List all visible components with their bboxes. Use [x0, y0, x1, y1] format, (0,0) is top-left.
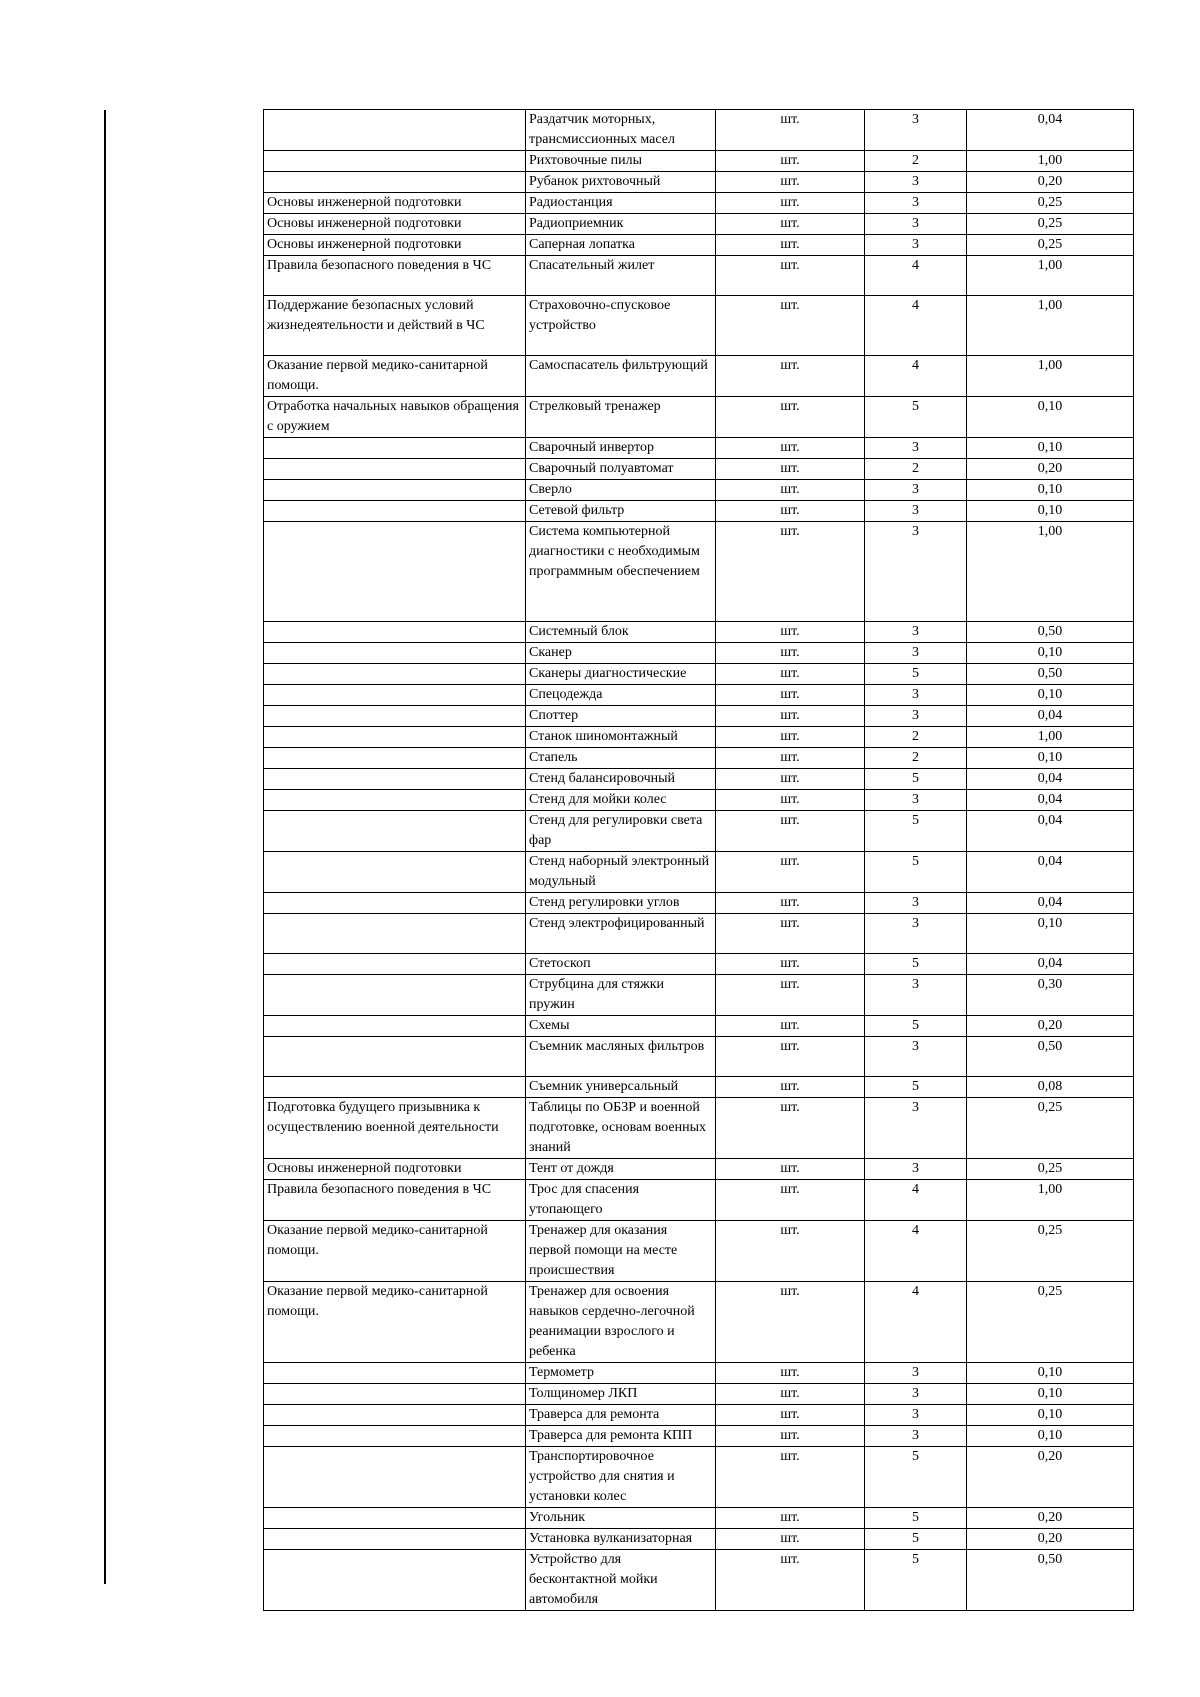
- table-row: [264, 256, 1134, 296]
- table-row: [264, 852, 1134, 893]
- table-row: [264, 706, 1134, 727]
- table-row: [264, 1180, 1134, 1221]
- table-row: [264, 397, 1134, 438]
- coefficient-cell: 0,25: [967, 1282, 1134, 1363]
- quantity-cell: 5: [865, 397, 967, 438]
- equipment-name-cell: Споттер: [526, 706, 716, 727]
- unit-cell: шт.: [716, 893, 865, 914]
- equipment-name-cell: Сварочный инвертор: [526, 438, 716, 459]
- quantity-cell: 3: [865, 893, 967, 914]
- equipment-name-cell: Угольник: [526, 1508, 716, 1529]
- table-row: [264, 356, 1134, 397]
- unit-cell: шт.: [716, 193, 865, 214]
- subject-cell: [264, 790, 526, 811]
- table-row: [264, 1077, 1134, 1098]
- subject-cell: [264, 643, 526, 664]
- subject-cell: [264, 727, 526, 748]
- subject-cell: Поддержание безопасных условий жизнедеятельности и действий в ЧС: [264, 296, 526, 356]
- unit-cell: шт.: [716, 235, 865, 256]
- coefficient-cell: 1,00: [967, 727, 1134, 748]
- quantity-cell: 3: [865, 501, 967, 522]
- table-row: [264, 811, 1134, 852]
- table-row: [264, 622, 1134, 643]
- table-row: [264, 172, 1134, 193]
- table-row: [264, 1282, 1134, 1363]
- quantity-cell: 3: [865, 214, 967, 235]
- equipment-name-cell: Рихтовочные пилы: [526, 151, 716, 172]
- coefficient-cell: 0,10: [967, 480, 1134, 501]
- subject-cell: Основы инженерной подготовки: [264, 193, 526, 214]
- quantity-cell: 3: [865, 643, 967, 664]
- coefficient-cell: 0,25: [967, 235, 1134, 256]
- equipment-name-cell: Спасательный жилет: [526, 256, 716, 296]
- table-row: [264, 235, 1134, 256]
- subject-cell: [264, 1426, 526, 1447]
- quantity-cell: 3: [865, 235, 967, 256]
- quantity-cell: 4: [865, 296, 967, 356]
- unit-cell: шт.: [716, 256, 865, 296]
- unit-cell: шт.: [716, 501, 865, 522]
- equipment-name-cell: Стенд электрофицированный: [526, 914, 716, 954]
- equipment-name-cell: Страховочно-спусковое устройство: [526, 296, 716, 356]
- coefficient-cell: 0,10: [967, 1384, 1134, 1405]
- subject-cell: Оказание первой медико-санитарной помощи.: [264, 1221, 526, 1282]
- coefficient-cell: 0,10: [967, 748, 1134, 769]
- unit-cell: шт.: [716, 151, 865, 172]
- coefficient-cell: 1,00: [967, 151, 1134, 172]
- coefficient-cell: 0,04: [967, 110, 1134, 151]
- table-row: [264, 954, 1134, 975]
- equipment-name-cell: Сканеры диагностические: [526, 664, 716, 685]
- subject-cell: [264, 110, 526, 151]
- coefficient-cell: 0,25: [967, 1221, 1134, 1282]
- equipment-name-cell: Транспортировочное устройство для снятия и установки колес: [526, 1447, 716, 1508]
- table-row: [264, 975, 1134, 1016]
- left-margin-rule: [104, 110, 106, 1584]
- equipment-name-cell: Стенд для регулировки света фар: [526, 811, 716, 852]
- subject-cell: [264, 1508, 526, 1529]
- quantity-cell: 4: [865, 1180, 967, 1221]
- subject-cell: [264, 172, 526, 193]
- quantity-cell: 3: [865, 172, 967, 193]
- coefficient-cell: 0,50: [967, 1037, 1134, 1077]
- unit-cell: шт.: [716, 1508, 865, 1529]
- coefficient-cell: 0,04: [967, 852, 1134, 893]
- table-row: [264, 1550, 1134, 1611]
- unit-cell: шт.: [716, 769, 865, 790]
- quantity-cell: 3: [865, 706, 967, 727]
- subject-cell: Подготовка будущего призывника к осуществлению военной деятельности: [264, 1098, 526, 1159]
- coefficient-cell: 0,04: [967, 893, 1134, 914]
- unit-cell: шт.: [716, 975, 865, 1016]
- equipment-name-cell: Установка вулканизаторная: [526, 1529, 716, 1550]
- coefficient-cell: 0,25: [967, 193, 1134, 214]
- subject-cell: [264, 1363, 526, 1384]
- table-row: [264, 296, 1134, 356]
- unit-cell: шт.: [716, 356, 865, 397]
- unit-cell: шт.: [716, 459, 865, 480]
- coefficient-cell: 0,04: [967, 769, 1134, 790]
- table-row: [264, 790, 1134, 811]
- equipment-name-cell: Съемник универсальный: [526, 1077, 716, 1098]
- quantity-cell: 2: [865, 459, 967, 480]
- unit-cell: шт.: [716, 622, 865, 643]
- quantity-cell: 3: [865, 1405, 967, 1426]
- table-row: [264, 914, 1134, 954]
- table-row: [264, 1221, 1134, 1282]
- coefficient-cell: 0,25: [967, 1159, 1134, 1180]
- quantity-cell: 3: [865, 622, 967, 643]
- subject-cell: [264, 954, 526, 975]
- unit-cell: шт.: [716, 706, 865, 727]
- unit-cell: шт.: [716, 914, 865, 954]
- unit-cell: шт.: [716, 522, 865, 622]
- equipment-name-cell: Стенд для мойки колес: [526, 790, 716, 811]
- quantity-cell: 3: [865, 790, 967, 811]
- quantity-cell: 5: [865, 769, 967, 790]
- quantity-cell: 3: [865, 193, 967, 214]
- equipment-name-cell: Тренажер для освоения навыков сердечно-легочной реанимации взрослого и ребенка: [526, 1282, 716, 1363]
- coefficient-cell: 1,00: [967, 256, 1134, 296]
- unit-cell: шт.: [716, 1447, 865, 1508]
- subject-cell: [264, 1550, 526, 1611]
- table-row: [264, 685, 1134, 706]
- unit-cell: шт.: [716, 1282, 865, 1363]
- coefficient-cell: 0,10: [967, 438, 1134, 459]
- equipment-name-cell: Стенд балансировочный: [526, 769, 716, 790]
- unit-cell: шт.: [716, 1221, 865, 1282]
- unit-cell: шт.: [716, 643, 865, 664]
- coefficient-cell: 0,20: [967, 459, 1134, 480]
- equipment-name-cell: Рубанок рихтовочный: [526, 172, 716, 193]
- equipment-name-cell: Схемы: [526, 1016, 716, 1037]
- subject-cell: Основы инженерной подготовки: [264, 1159, 526, 1180]
- quantity-cell: 3: [865, 975, 967, 1016]
- equipment-name-cell: Траверса для ремонта: [526, 1405, 716, 1426]
- equipment-name-cell: Тент от дождя: [526, 1159, 716, 1180]
- equipment-name-cell: Сканер: [526, 643, 716, 664]
- coefficient-cell: 0,20: [967, 1016, 1134, 1037]
- subject-cell: [264, 438, 526, 459]
- unit-cell: шт.: [716, 1016, 865, 1037]
- equipment-table: [263, 109, 1134, 1611]
- subject-cell: [264, 1037, 526, 1077]
- quantity-cell: 3: [865, 914, 967, 954]
- coefficient-cell: 0,50: [967, 664, 1134, 685]
- coefficient-cell: 0,25: [967, 1098, 1134, 1159]
- subject-cell: [264, 706, 526, 727]
- coefficient-cell: 0,04: [967, 954, 1134, 975]
- unit-cell: шт.: [716, 1405, 865, 1426]
- quantity-cell: 5: [865, 1016, 967, 1037]
- quantity-cell: 3: [865, 480, 967, 501]
- equipment-name-cell: Сварочный полуавтомат: [526, 459, 716, 480]
- coefficient-cell: 0,04: [967, 706, 1134, 727]
- coefficient-cell: 0,50: [967, 1550, 1134, 1611]
- quantity-cell: 5: [865, 1529, 967, 1550]
- quantity-cell: 5: [865, 852, 967, 893]
- quantity-cell: 2: [865, 727, 967, 748]
- unit-cell: шт.: [716, 1098, 865, 1159]
- quantity-cell: 5: [865, 1550, 967, 1611]
- coefficient-cell: 0,30: [967, 975, 1134, 1016]
- unit-cell: шт.: [716, 172, 865, 193]
- equipment-name-cell: Устройство для бесконтактной мойки автомобиля: [526, 1550, 716, 1611]
- subject-cell: [264, 893, 526, 914]
- table-row: [264, 1508, 1134, 1529]
- equipment-name-cell: Тренажер для оказания первой помощи на месте происшествия: [526, 1221, 716, 1282]
- coefficient-cell: 0,20: [967, 1529, 1134, 1550]
- equipment-name-cell: Станок шиномонтажный: [526, 727, 716, 748]
- table-row: [264, 1037, 1134, 1077]
- subject-cell: Оказание первой медико-санитарной помощи.: [264, 356, 526, 397]
- unit-cell: шт.: [716, 748, 865, 769]
- equipment-name-cell: Спецодежда: [526, 685, 716, 706]
- quantity-cell: 3: [865, 1363, 967, 1384]
- quantity-cell: 5: [865, 811, 967, 852]
- subject-cell: [264, 685, 526, 706]
- subject-cell: [264, 501, 526, 522]
- unit-cell: шт.: [716, 1426, 865, 1447]
- table-row: [264, 727, 1134, 748]
- subject-cell: Основы инженерной подготовки: [264, 214, 526, 235]
- table-row: [264, 501, 1134, 522]
- unit-cell: шт.: [716, 1529, 865, 1550]
- quantity-cell: 3: [865, 1098, 967, 1159]
- subject-cell: Основы инженерной подготовки: [264, 235, 526, 256]
- quantity-cell: 5: [865, 1508, 967, 1529]
- unit-cell: шт.: [716, 1384, 865, 1405]
- quantity-cell: 5: [865, 954, 967, 975]
- table-row: [264, 1159, 1134, 1180]
- subject-cell: [264, 1405, 526, 1426]
- quantity-cell: 3: [865, 1037, 967, 1077]
- table-row: [264, 522, 1134, 622]
- table-row: [264, 893, 1134, 914]
- table-row: [264, 459, 1134, 480]
- subject-cell: [264, 522, 526, 622]
- coefficient-cell: 0,08: [967, 1077, 1134, 1098]
- quantity-cell: 2: [865, 151, 967, 172]
- equipment-name-cell: Саперная лопатка: [526, 235, 716, 256]
- coefficient-cell: 1,00: [967, 296, 1134, 356]
- table-row: [264, 1529, 1134, 1550]
- equipment-name-cell: Трос для спасения утопающего: [526, 1180, 716, 1221]
- table-row: [264, 1447, 1134, 1508]
- equipment-name-cell: Съемник масляных фильтров: [526, 1037, 716, 1077]
- equipment-name-cell: Стапель: [526, 748, 716, 769]
- quantity-cell: 3: [865, 438, 967, 459]
- unit-cell: шт.: [716, 296, 865, 356]
- quantity-cell: 3: [865, 1426, 967, 1447]
- subject-cell: [264, 1447, 526, 1508]
- equipment-name-cell: Таблицы по ОБЗР и военной подготовке, основам военных знаний: [526, 1098, 716, 1159]
- equipment-name-cell: Струбцина для стяжки пружин: [526, 975, 716, 1016]
- coefficient-cell: 0,10: [967, 643, 1134, 664]
- quantity-cell: 4: [865, 356, 967, 397]
- unit-cell: шт.: [716, 954, 865, 975]
- table-row: [264, 193, 1134, 214]
- table-row: [264, 1098, 1134, 1159]
- table-row: [264, 151, 1134, 172]
- table-row: [264, 438, 1134, 459]
- subject-cell: [264, 151, 526, 172]
- subject-cell: [264, 1077, 526, 1098]
- coefficient-cell: 0,20: [967, 1508, 1134, 1529]
- subject-cell: Правила безопасного поведения в ЧС: [264, 256, 526, 296]
- table-row: [264, 214, 1134, 235]
- subject-cell: [264, 664, 526, 685]
- subject-cell: Отработка начальных навыков обращения с оружием: [264, 397, 526, 438]
- table-row: [264, 769, 1134, 790]
- equipment-name-cell: Стенд регулировки углов: [526, 893, 716, 914]
- equipment-table-body: [264, 110, 1134, 1611]
- table-row: [264, 110, 1134, 151]
- quantity-cell: 5: [865, 1447, 967, 1508]
- subject-cell: [264, 1529, 526, 1550]
- equipment-name-cell: Стрелковый тренажер: [526, 397, 716, 438]
- unit-cell: шт.: [716, 852, 865, 893]
- table-row: [264, 1384, 1134, 1405]
- coefficient-cell: 1,00: [967, 522, 1134, 622]
- unit-cell: шт.: [716, 811, 865, 852]
- coefficient-cell: 1,00: [967, 356, 1134, 397]
- quantity-cell: 4: [865, 1221, 967, 1282]
- quantity-cell: 5: [865, 664, 967, 685]
- unit-cell: шт.: [716, 1077, 865, 1098]
- subject-cell: [264, 459, 526, 480]
- unit-cell: шт.: [716, 685, 865, 706]
- unit-cell: шт.: [716, 790, 865, 811]
- subject-cell: [264, 748, 526, 769]
- unit-cell: шт.: [716, 1159, 865, 1180]
- unit-cell: шт.: [716, 1363, 865, 1384]
- equipment-name-cell: Стенд наборный электронный модульный: [526, 852, 716, 893]
- equipment-name-cell: Траверса для ремонта КПП: [526, 1426, 716, 1447]
- subject-cell: [264, 852, 526, 893]
- quantity-cell: 3: [865, 522, 967, 622]
- equipment-name-cell: Сетевой фильтр: [526, 501, 716, 522]
- quantity-cell: 3: [865, 1384, 967, 1405]
- unit-cell: шт.: [716, 727, 865, 748]
- equipment-name-cell: Стетоскоп: [526, 954, 716, 975]
- table-row: [264, 1016, 1134, 1037]
- quantity-cell: 4: [865, 256, 967, 296]
- subject-cell: [264, 769, 526, 790]
- coefficient-cell: 0,10: [967, 914, 1134, 954]
- quantity-cell: 4: [865, 1282, 967, 1363]
- coefficient-cell: 0,10: [967, 397, 1134, 438]
- quantity-cell: 3: [865, 110, 967, 151]
- quantity-cell: 3: [865, 685, 967, 706]
- coefficient-cell: 0,10: [967, 501, 1134, 522]
- equipment-name-cell: Радиостанция: [526, 193, 716, 214]
- coefficient-cell: 0,10: [967, 1405, 1134, 1426]
- equipment-name-cell: Радиоприемник: [526, 214, 716, 235]
- coefficient-cell: 0,10: [967, 685, 1134, 706]
- subject-cell: [264, 1384, 526, 1405]
- coefficient-cell: 0,20: [967, 1447, 1134, 1508]
- equipment-name-cell: Системный блок: [526, 622, 716, 643]
- subject-cell: Правила безопасного поведения в ЧС: [264, 1180, 526, 1221]
- subject-cell: [264, 811, 526, 852]
- subject-cell: [264, 975, 526, 1016]
- unit-cell: шт.: [716, 397, 865, 438]
- unit-cell: шт.: [716, 664, 865, 685]
- unit-cell: шт.: [716, 1180, 865, 1221]
- coefficient-cell: 0,04: [967, 811, 1134, 852]
- unit-cell: шт.: [716, 110, 865, 151]
- coefficient-cell: 0,20: [967, 172, 1134, 193]
- subject-cell: [264, 1016, 526, 1037]
- equipment-name-cell: Сверло: [526, 480, 716, 501]
- unit-cell: шт.: [716, 214, 865, 235]
- coefficient-cell: 0,04: [967, 790, 1134, 811]
- coefficient-cell: 0,50: [967, 622, 1134, 643]
- equipment-name-cell: Раздатчик моторных, трансмиссионных масел: [526, 110, 716, 151]
- table-row: [264, 1426, 1134, 1447]
- table-row: [264, 1405, 1134, 1426]
- unit-cell: шт.: [716, 1037, 865, 1077]
- quantity-cell: 3: [865, 1159, 967, 1180]
- equipment-name-cell: Толщиномер ЛКП: [526, 1384, 716, 1405]
- equipment-name-cell: Самоспасатель фильтрующий: [526, 356, 716, 397]
- coefficient-cell: 1,00: [967, 1180, 1134, 1221]
- unit-cell: шт.: [716, 438, 865, 459]
- table-row: [264, 1363, 1134, 1384]
- equipment-name-cell: Система компьютерной диагностики с необходимым программным обеспечением: [526, 522, 716, 622]
- table-row: [264, 480, 1134, 501]
- equipment-name-cell: Термометр: [526, 1363, 716, 1384]
- coefficient-cell: 0,25: [967, 214, 1134, 235]
- table-row: [264, 643, 1134, 664]
- table-row: [264, 748, 1134, 769]
- subject-cell: Оказание первой медико-санитарной помощи.: [264, 1282, 526, 1363]
- subject-cell: [264, 480, 526, 501]
- quantity-cell: 5: [865, 1077, 967, 1098]
- unit-cell: шт.: [716, 1550, 865, 1611]
- unit-cell: шт.: [716, 480, 865, 501]
- coefficient-cell: 0,10: [967, 1426, 1134, 1447]
- subject-cell: [264, 622, 526, 643]
- subject-cell: [264, 914, 526, 954]
- table-row: [264, 664, 1134, 685]
- quantity-cell: 2: [865, 748, 967, 769]
- coefficient-cell: 0,10: [967, 1363, 1134, 1384]
